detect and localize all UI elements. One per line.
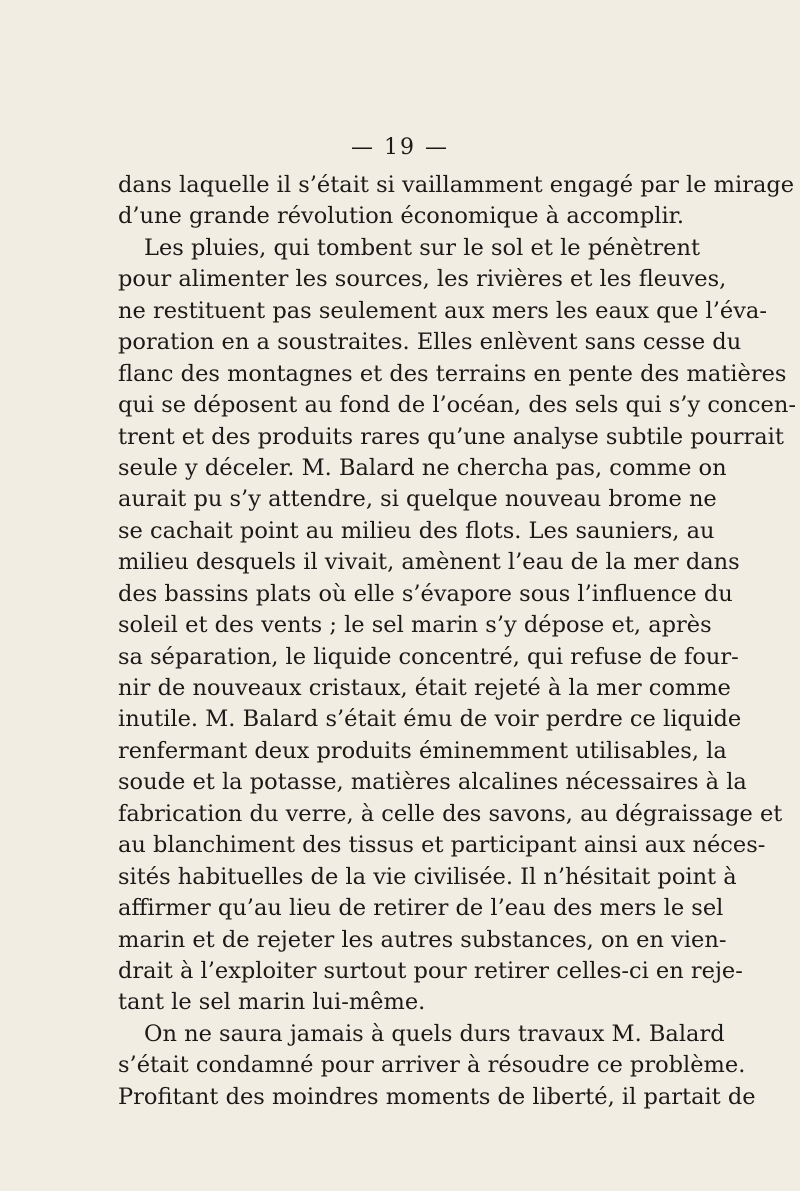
text-line: milieu desquels il vivait, amènent l’eau de la mer dans (118, 549, 740, 576)
text-line: poration en a soustraites. Elles enlèvent sans cesse du (118, 329, 742, 356)
text-line: des bassins plats où elle s’évapore sous l’influence du (118, 580, 733, 607)
text-line: pour alimenter les sources, les rivières et les fleuves, (118, 266, 727, 293)
text-line: nir de nouveaux cristaux, était rejeté à la mer comme (118, 675, 731, 701)
text-line: marin et de rejeter les autres substances, on en vien- (118, 926, 727, 953)
text-line: se cachait point au milieu des flots. Les sauniers, au (118, 517, 715, 544)
page-number-header: — 19 — (351, 135, 449, 160)
text-line: flanc des montagnes et des terrains en pente des matières (118, 360, 787, 387)
text-line: Profitant des moindres moments de liberté, il partait de (118, 1083, 756, 1110)
text-line: fabrication du verre, à celle des savons, au dégraissage et (118, 800, 783, 827)
text-line: dans laquelle il s’était si vaillamment engagé par le mirage (118, 172, 795, 198)
text-line: qui se déposent au fond de l’océan, des sels qui s’y concen- (118, 392, 796, 419)
text-line: tant le sel marin lui-même. (118, 989, 426, 1016)
text-line: trent et des produits rares qu’une analyse subtile pourrait (118, 423, 784, 450)
text-line: aurait pu s’y attendre, si quelque nouveau brome ne (118, 486, 717, 513)
text-line: inutile. M. Balard s’était ému de voir perdre ce liquide (118, 706, 742, 733)
text-line: soleil et des vents ; le sel marin s’y dépose et, après (118, 612, 712, 639)
text-line: s’était condamné pour arriver à résoudre ce problème. (118, 1052, 746, 1079)
text-line: seule y déceler. M. Balard ne chercha pas, comme on (118, 454, 727, 481)
text-line: ne restituent pas seulement aux mers les eaux que l’éva- (118, 297, 767, 324)
text-line: au blanchiment des tissus et participant ainsi aux néces- (118, 832, 766, 859)
text-line: sa séparation, le liquide concentré, qui refuse de four- (118, 643, 739, 670)
text-line: On ne saura jamais à quels durs travaux M. Balard (144, 1020, 725, 1047)
text-line: affirmer qu’au lieu de retirer de l’eau des mers le sel (118, 895, 724, 922)
text-line: sités habituelles de la vie civilisée. Il n’hésitait point à (118, 863, 737, 890)
body-text (118, 170, 796, 1113)
text-line: soude et la potasse, matières alcalines nécessaires à la (118, 769, 747, 796)
text-line: Les pluies, qui tombent sur le sol et le pénètrent (144, 234, 700, 261)
text-line: d’une grande révolution économique à accomplir. (118, 203, 685, 230)
text-line: drait à l’exploiter surtout pour retirer celles-ci en reje- (118, 957, 743, 984)
text-line: renfermant deux produits éminemment utilisables, la (118, 737, 727, 764)
